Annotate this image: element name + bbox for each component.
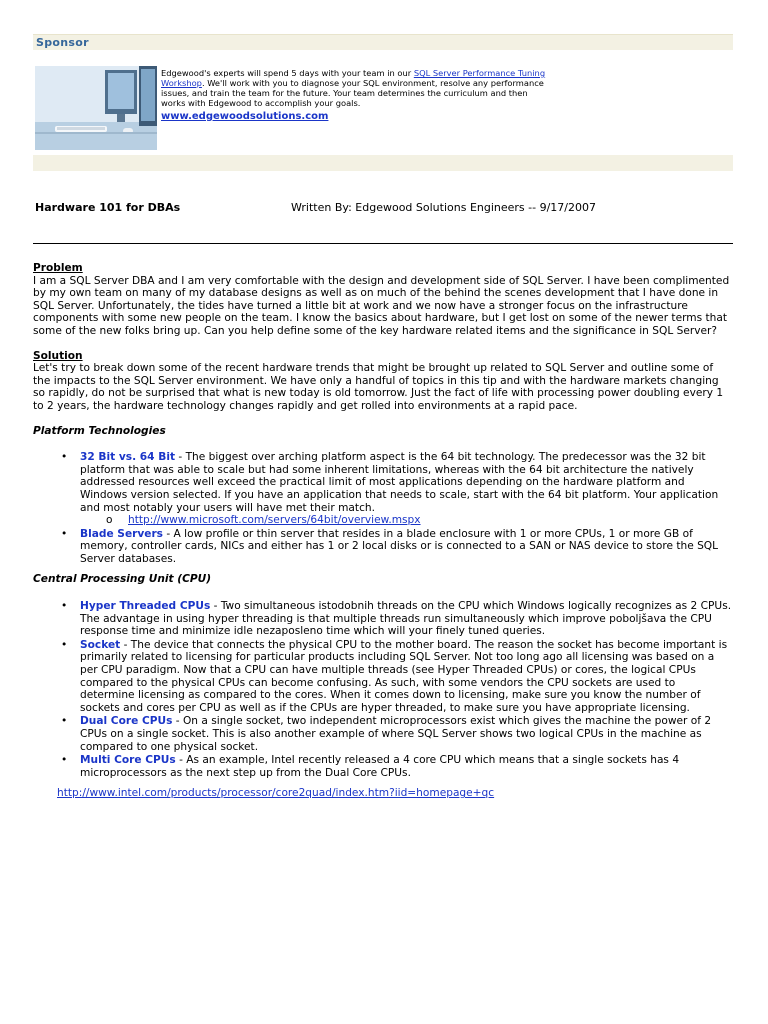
bullet-icon: • — [61, 715, 68, 728]
list-item: • Multi Core CPUs - As an example, Intel recently released a 4 core CPU which means that a single sockets has 4 microprocessors as the next step up from the Dual Core CPUs. — [61, 754, 680, 779]
list-item: • Hyper Threaded CPUs - Two simultaneous istodobnih threads on the CPU which Windows logically recognizes as 2 CPUs. The advantage in using hyper threading is that multiple threads run simultaneously which improve poboljšava the CPU response time and minimize idle nezaposleno time which will your finely tuned queries. — [61, 600, 732, 638]
platform-heading: Platform Technologies — [33, 424, 166, 437]
sponsor-url-link[interactable]: www.edgewoodsolutions.com — [161, 111, 329, 122]
problem-section — [33, 262, 733, 338]
intel-link-container — [57, 787, 733, 800]
intel-core2quad-link[interactable]: http://www.intel.com/products/processor/core2quad/index.htm?iid=homepage+qc — [57, 787, 495, 800]
term-dual-core: Dual Core CPUs — [80, 715, 173, 728]
list-item: • Blade Servers - A low profile or thin server that resides in a blade enclosure with 1 or more CPUs, 1 or more GB of memory, controller cards, NICs and either has 1 or 2 local disks or is connected to a SAN or NAS device to store the SQL Server databases. — [61, 527, 719, 565]
bullet-icon: • — [61, 638, 68, 651]
microsoft-64bit-link[interactable]: http://www.microsoft.com/servers/64bit/overview.mspx — [128, 514, 421, 527]
bullet-icon: • — [61, 451, 68, 464]
workshop-link[interactable]: SQL Server Performance Tuning Workshop — [161, 68, 546, 88]
sponsor-bottom-bar — [33, 155, 733, 171]
sub-list-item — [106, 514, 733, 527]
problem-heading: Problem — [33, 262, 83, 274]
cpu-heading: Central Processing Unit (CPU) — [33, 573, 212, 586]
sponsor-image — [35, 66, 157, 150]
computer-workstation-icon — [35, 66, 157, 150]
term-hyper-threaded: Hyper Threaded CPUs — [80, 600, 211, 613]
bullet-icon: • — [61, 527, 68, 540]
list-item: • Dual Core CPUs - On a single socket, two independent microprocessors exist which gives the machine the power of 2 CPUs on a single socket. This is also another example of where SQL Server shows two logical CPUs in the machine as compared to one physical socket. — [61, 715, 712, 753]
cpu-list — [61, 600, 733, 779]
divider — [33, 243, 733, 244]
article-byline: Written By: Edgewood Solutions Engineers -- 9/17/2007 — [291, 201, 596, 214]
bullet-icon: • — [61, 754, 68, 767]
article-body — [33, 262, 733, 800]
platform-list — [61, 451, 733, 565]
term-socket: Socket — [80, 638, 121, 651]
term-32-vs-64-bit: 32 Bit vs. 64 Bit — [80, 451, 176, 464]
sponsor-bar — [33, 34, 733, 50]
sponsor-heading: Sponsor — [36, 36, 89, 49]
solution-text: Let's try to break down some of the recent hardware trends that might be brought up related to SQL Server and outline some of the impacts to the SQL Server environment. We have only a handful of topics in this tip and with the hardware markets changing so rapidly, do not be surprised that what is new today is old tomorrow. Just the fact of life with processing power doubling every 1 to 2 years, the hardware technology changes rapidly and get rolled into environments at a rapid pace. — [33, 362, 724, 412]
list-item: • 32 Bit vs. 64 Bit - The biggest over arching platform aspect is the 64 bit technology. The predecessor was the 32 bit platform that was able to scale but had some inherent limitations, whereas with the 64 bit architecture the natively addressed resources well exceed the practical limit of most applications depending on the hardware platform and Windows version selected. If you have an application that needs to scale, start with the 64 bit platform. Your application and most notably your users will have met their match. o http://www.microsoft.com/servers/64bit/overview.mspx — [61, 451, 733, 527]
sponsor-description: Edgewood's experts will spend 5 days with your team in our SQL Server Performance Tuning Workshop. We'll work with you to diagnose your SQL environment, resolve any performance issues, and train the team for the future. Your team determines the curriculum and then works with Edgewood to accomplish your goals. — [161, 68, 546, 108]
bullet-icon: • — [61, 600, 68, 613]
article-title: Hardware 101 for DBAs — [35, 201, 181, 214]
circle-bullet-icon: o — [106, 514, 113, 527]
problem-text: I am a SQL Server DBA and I am very comfortable with the design and development side of SQL Server. I have been complimented by my own team on many of my database designs as well as on much of the behind the scenes development that I have done in SQL Server. Unfortunately, the tides have turned a little bit at work and we now have a stronger focus on the infrastructure components with some new people on the team. I know the basics about hardware, but I get lost on some of the newer terms that some of the new folks bring up. Can you help define some of the key hardware related items and the significance in SQL Server? — [33, 274, 730, 337]
solution-heading: Solution — [33, 349, 83, 362]
solution-section — [33, 350, 733, 413]
list-item: • Socket - The device that connects the physical CPU to the mother board. The reason the socket has become important is primarily related to licensing for particular products including SQL Server. Not too long ago all licensing was based on a per CPU paradigm. Now that a CPU can have multiple threads (see Hyper Threaded CPUs) or cores, the logical CPUs compared to the physical CPUs can become confusing. As such, with some vendors the CPU sockets are used to determine licensing as compared to the cores. When it comes down to licensing, make sure you know the number of sockets and cores per CPU as well as if the CPUs are hyper threaded, to make sure you have appropriate licensing. — [61, 638, 728, 714]
term-blade-servers: Blade Servers — [80, 527, 163, 540]
term-multi-core: Multi Core CPUs — [80, 754, 176, 767]
